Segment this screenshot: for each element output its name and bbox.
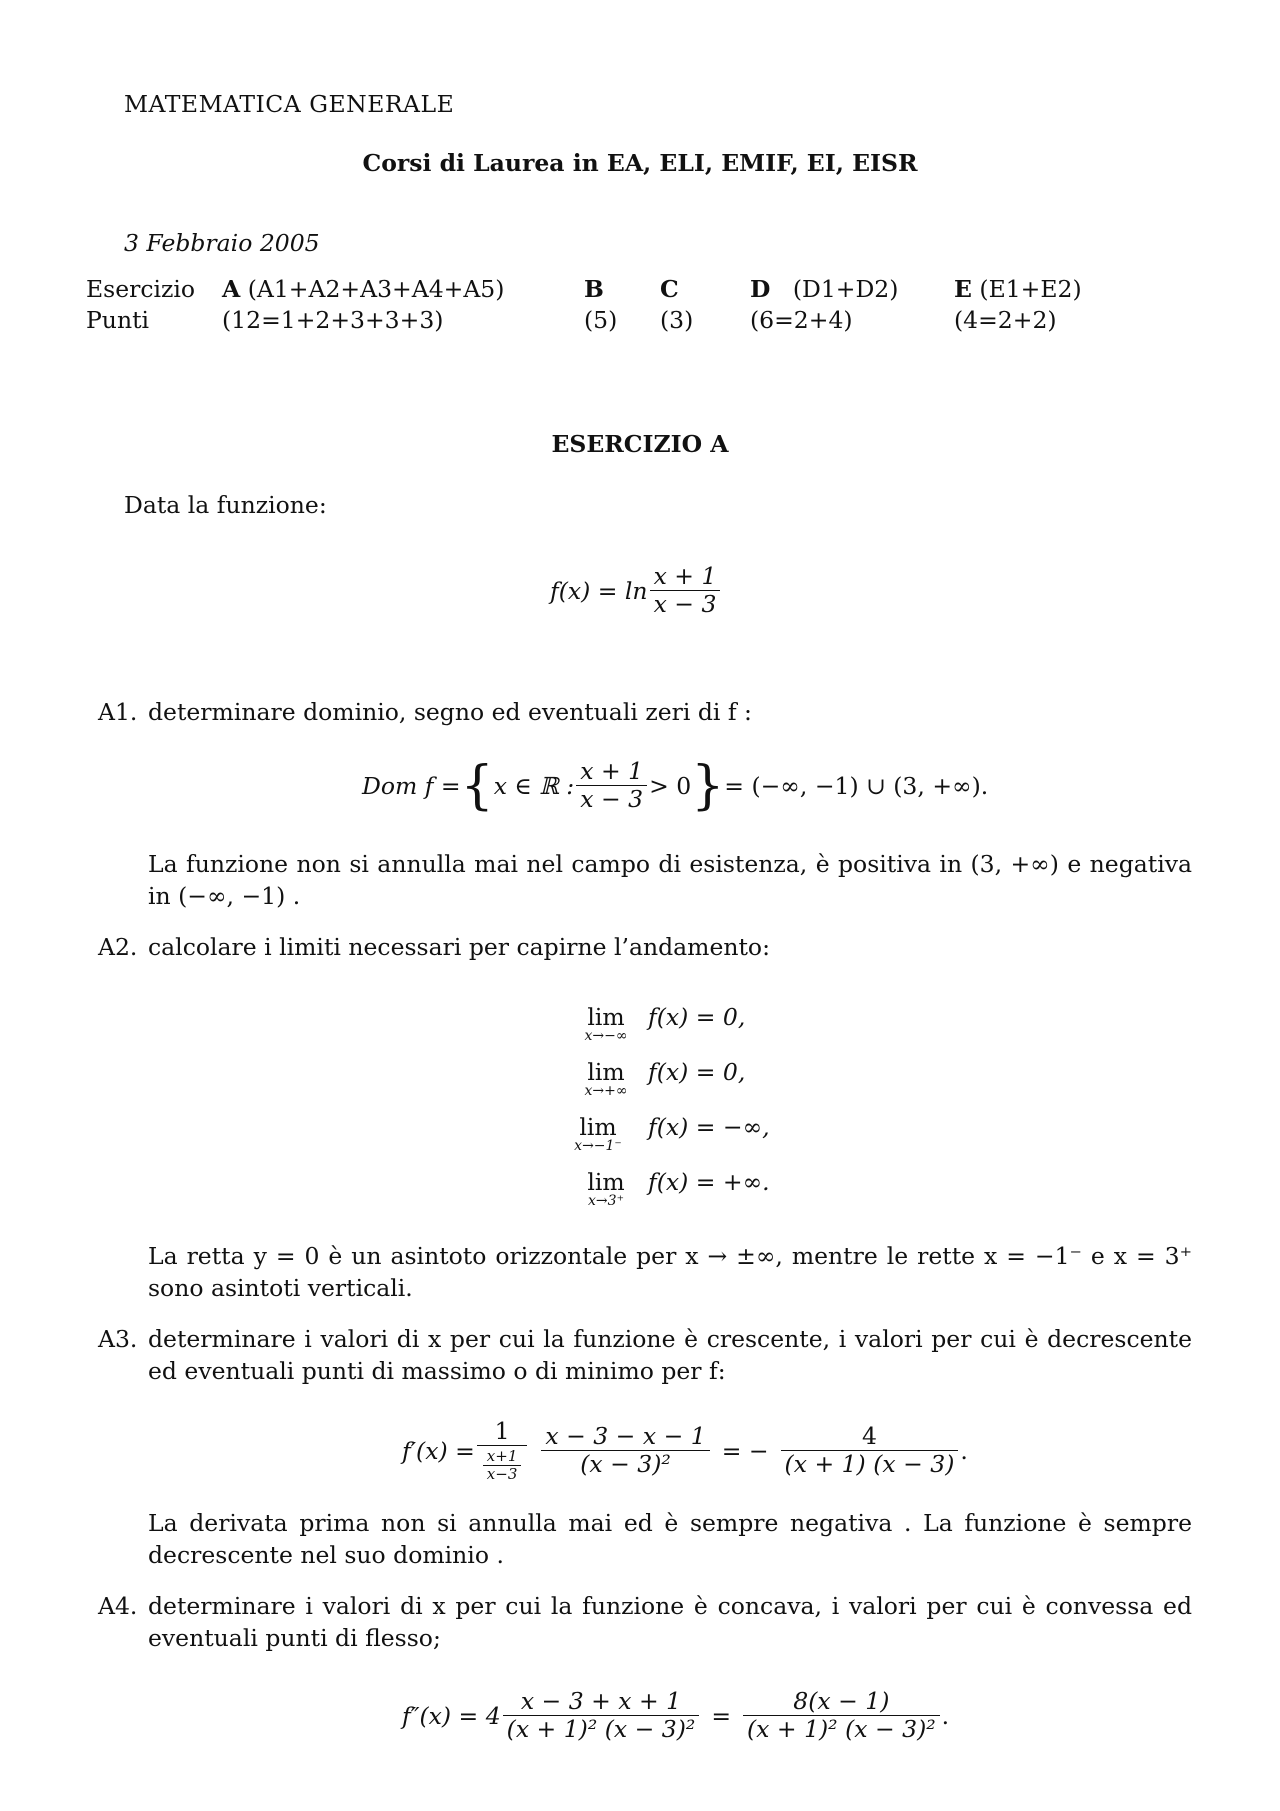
left-brace: { (460, 755, 494, 816)
lim-subscript: x→−∞ (584, 1028, 628, 1044)
item-a3-text: determinare i valori di x per cui la funzione è crescente, i valori per cui è decrescente ed eventuali punti di massimo o di minimo per f: (148, 1325, 1192, 1385)
derivative2-result-den: (x + 1)² (x − 3)² (747, 1715, 936, 1744)
lim-expression: f(x) = +∞. (648, 1168, 770, 1196)
derivative2-den: (x + 1)² (x − 3)² (506, 1715, 696, 1744)
col-a-parts: (A1+A2+A3+A4+A5) (247, 275, 505, 303)
derivative1-equals-minus: = − (721, 1436, 769, 1465)
domain-condition: > 0 (649, 771, 692, 800)
item-a2-text: calcolare i limiti necessari per capirne l’andamento: (148, 933, 770, 961)
col-e-letter: E (954, 275, 972, 303)
limit-row (564, 1170, 770, 1225)
second-derivative-equation (402, 1688, 949, 1743)
derivative1-lhs: f′(x) = (402, 1436, 475, 1465)
item-a2-label: A2. (98, 933, 138, 961)
score-table (86, 274, 1082, 336)
col-b-letter: B (584, 275, 604, 303)
lim-operator: lim (587, 1168, 625, 1196)
function-definition (550, 563, 722, 618)
lim-expression: f(x) = 0, (648, 1003, 746, 1031)
lim-expression: f(x) = −∞, (648, 1113, 770, 1141)
lim-subscript: x→−1⁻ (574, 1138, 622, 1154)
lim-subscript: x→3⁺ (588, 1193, 624, 1209)
item-a3-comment: La derivata prima non si annulla mai ed è sempre negativa . La funzione è sempre decrescente nel suo dominio . (148, 1509, 1192, 1569)
derivative1-middle-num: x − 3 − x − 1 (541, 1423, 709, 1451)
item-a1-text: determinare dominio, segno ed eventuali zeri di f : (148, 698, 752, 726)
function-numerator: x + 1 (650, 563, 721, 591)
col-d-letter: D (750, 275, 771, 303)
col-a-points: (12=1+2+3+3+3) (222, 306, 444, 334)
right-brace: } (691, 755, 725, 816)
derivative1-inner-num: x+1 (483, 1448, 522, 1466)
limits-block (564, 1005, 770, 1225)
derivative1-middle-den: (x − 3)² (580, 1450, 671, 1479)
limit-row (564, 1005, 770, 1060)
score-row-label-points: Punti (86, 306, 150, 334)
exam-date: 3 Febbraio 2005 (124, 229, 320, 257)
col-e-points: (4=2+2) (954, 306, 1057, 334)
degree-programs: Corsi di Laurea in EA, ELI, EMIF, EI, EISR (362, 149, 918, 177)
item-a1-comment: La funzione non si annulla mai nel campo di esistenza, è positiva in (3, +∞) e negativa in (−∞, −1) . (148, 850, 1192, 910)
derivative2-lhs: f″(x) = 4 (402, 1701, 501, 1730)
lim-operator: lim (587, 1058, 625, 1086)
derivative2-result-fraction (743, 1688, 940, 1743)
col-d-points: (6=2+4) (750, 306, 853, 334)
derivative1-period: . (960, 1436, 968, 1465)
derivative1-result-num: 4 (781, 1423, 959, 1451)
derivative1-outer-fraction (477, 1418, 528, 1484)
function-denominator: x − 3 (653, 590, 717, 619)
item-a4-label: A4. (98, 1592, 138, 1620)
limit-row (548, 1115, 770, 1170)
score-row-label-exercise: Esercizio (86, 275, 196, 303)
derivative1-middle-fraction (541, 1423, 709, 1478)
item-a3-label: A3. (98, 1325, 138, 1353)
function-fraction (650, 563, 721, 618)
domain-equation (362, 755, 989, 816)
first-derivative-equation (402, 1418, 968, 1484)
col-b-points: (5) (584, 306, 618, 334)
derivative2-result-num: 8(x − 1) (743, 1688, 940, 1716)
derivative2-period: . (941, 1701, 950, 1730)
limit-row (564, 1060, 770, 1115)
domain-set-start: x ∈ ℝ : (493, 771, 575, 800)
derivative1-result-den: (x + 1) (x − 3) (784, 1450, 955, 1479)
domain-rhs: = (−∞, −1) ∪ (3, +∞). (724, 771, 989, 800)
lim-operator: lim (587, 1003, 625, 1031)
derivative1-inner-fraction (483, 1448, 522, 1484)
derivative1-result-fraction (781, 1423, 959, 1478)
item-a2-comment: La retta y = 0 è un asintoto orizzontale per x → ±∞, mentre le rette x = −1⁻ e x = 3⁺ sono asintoti verticali. (148, 1242, 1192, 1302)
domain-denominator: x − 3 (580, 785, 644, 814)
exercise-heading: ESERCIZIO A (551, 430, 729, 458)
lim-operator: lim (579, 1113, 617, 1141)
domain-lhs: Dom f = (362, 771, 461, 800)
derivative2-num: x − 3 + x + 1 (503, 1688, 700, 1716)
exercise-intro: Data la funzione: (124, 491, 327, 519)
course-title: MATEMATICA GENERALE (124, 90, 455, 118)
col-c-letter: C (660, 275, 679, 303)
derivative1-one: 1 (477, 1418, 528, 1446)
function-lhs: f(x) = ln (550, 576, 648, 605)
col-d-parts: (D1+D2) (792, 275, 899, 303)
lim-expression: f(x) = 0, (648, 1058, 746, 1086)
col-a-letter: A (222, 275, 241, 303)
col-e-parts: (E1+E2) (979, 275, 1082, 303)
domain-numerator: x + 1 (576, 758, 647, 786)
item-a1-label: A1. (98, 698, 138, 726)
col-c-points: (3) (660, 306, 694, 334)
domain-fraction (576, 758, 647, 813)
derivative1-inner-den: x−3 (486, 1465, 518, 1484)
derivative2-fraction (503, 1688, 700, 1743)
item-a4-text: determinare i valori di x per cui la funzione è concava, i valori per cui è convessa ed eventuali punti di flesso; (148, 1592, 1192, 1652)
lim-subscript: x→+∞ (584, 1083, 628, 1099)
derivative2-equals: = (711, 1701, 732, 1730)
